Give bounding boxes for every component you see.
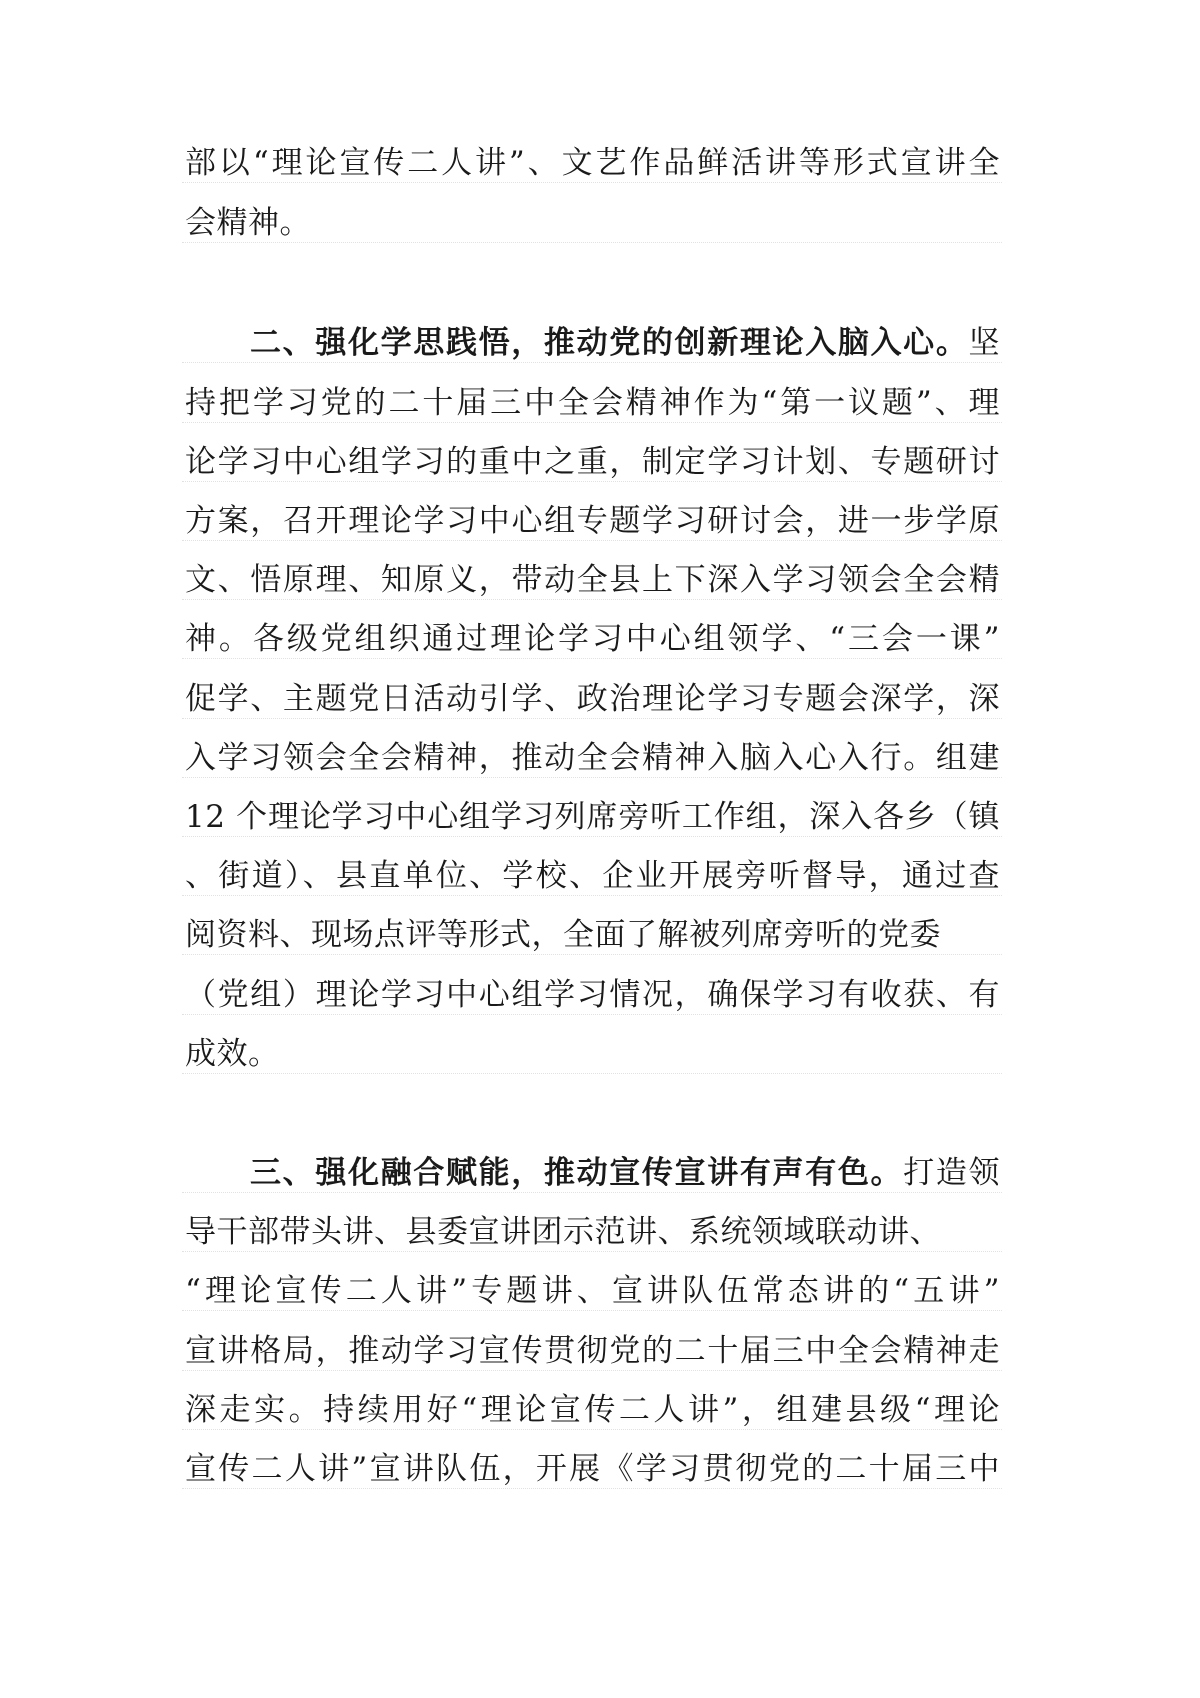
- paragraph-3-line-1: [250, 1150, 1000, 1196]
- rule-line: [182, 1370, 1002, 1371]
- paragraph-3-line-3: “理论宣传二人讲”专题讲、宣讲队伍常态讲的“五讲”: [185, 1273, 1000, 1309]
- paragraph-3-line-6: 宣传二人讲”宣讲队伍，开展《学习贯彻党的二十届三中: [185, 1451, 1000, 1487]
- rule-line: [182, 540, 1002, 541]
- rule-line: [182, 895, 1002, 896]
- paragraph-2-line-1-text: 坚: [968, 325, 1000, 361]
- paragraph-2-line-9: 12 个理论学习中心组学习列席旁听工作组，深入各乡（镇: [185, 799, 1000, 835]
- rule-line: [182, 182, 1002, 183]
- paragraph-2-line-4: 方案，召开理论学习中心组专题学习研讨会，进一步学原: [185, 503, 1000, 539]
- rule-line: [182, 481, 1002, 482]
- paragraph-3-heading: 三、强化融合赋能，推动宣传宣讲有声有色。: [250, 1155, 904, 1191]
- rule-line: [182, 1488, 1002, 1489]
- paragraph-2-line-13: 成效。: [185, 1036, 280, 1072]
- rule-line: [182, 362, 1002, 363]
- paragraph-1-line-2: 会精神。: [185, 205, 311, 241]
- paragraph-1-line-1: 部以“理论宣传二人讲”、文艺作品鲜活讲等形式宣讲全: [185, 145, 1000, 181]
- paragraph-2-line-6: 神。各级党组织通过理论学习中心组领学、“三会一课”: [185, 621, 1000, 657]
- rule-line: [182, 658, 1002, 659]
- rule-line: [182, 836, 1002, 837]
- paragraph-2-line-12: （党组）理论学习中心组学习情况，确保学习有收获、有: [185, 977, 1000, 1013]
- paragraph-2-line-2: 持把学习党的二十届三中全会精神作为“第一议题”、理: [185, 385, 1000, 421]
- rule-line: [182, 1014, 1002, 1015]
- paragraph-3-line-4: 宣讲格局，推动学习宣传贯彻党的二十届三中全会精神走: [185, 1333, 1000, 1369]
- rule-line: [182, 242, 1002, 243]
- rule-line: [182, 599, 1002, 600]
- paragraph-3-line-2: 导干部带头讲、县委宣讲团示范讲、系统领域联动讲、: [185, 1214, 941, 1250]
- paragraph-3-line-1-text: 打造领: [903, 1155, 1000, 1191]
- paragraph-2-line-1: [250, 320, 1000, 366]
- rule-line: [182, 1192, 1002, 1193]
- paragraph-2-line-10: 、街道）、县直单位、学校、企业开展旁听督导，通过查: [185, 858, 1000, 894]
- paragraph-2-line-3: 论学习中心组学习的重中之重，制定学习计划、专题研讨: [185, 444, 1000, 480]
- rule-line: [182, 954, 1002, 955]
- paragraph-2-line-7: 促学、主题党日活动引学、政治理论学习专题会深学，深: [185, 681, 1000, 717]
- rule-line: [182, 1429, 1002, 1430]
- rule-line: [182, 718, 1002, 719]
- paragraph-2-line-8: 入学习领会全会精神，推动全会精神入脑入心入行。组建: [185, 740, 1000, 776]
- rule-line: [182, 1310, 1002, 1311]
- rule-line: [182, 777, 1002, 778]
- paragraph-2-line-5: 文、悟原理、知原义，带动全县上下深入学习领会全会精: [185, 562, 1000, 598]
- rule-line: [182, 1073, 1002, 1074]
- paragraph-2-heading: 二、强化学思践悟，推动党的创新理论入脑入心。: [250, 325, 969, 361]
- paragraph-2-line-11: 阅资料、现场点评等形式，全面了解被列席旁听的党委: [185, 917, 941, 953]
- rule-line: [182, 1251, 1002, 1252]
- rule-line: [182, 422, 1002, 423]
- paragraph-3-line-5: 深走实。持续用好“理论宣传二人讲”，组建县级“理论: [185, 1392, 1000, 1428]
